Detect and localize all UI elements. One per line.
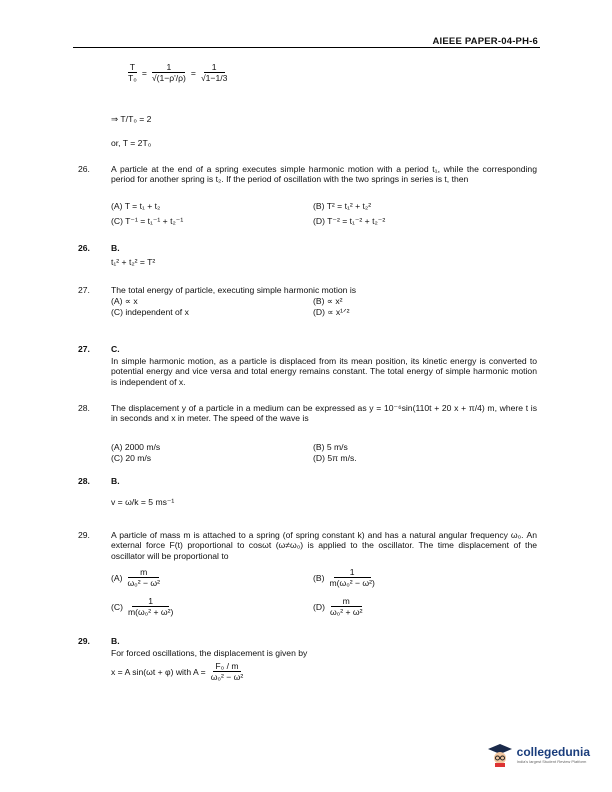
option-a: (A) ∝ x [111, 296, 138, 306]
question-text: A particle of mass m is attached to a spring (of spring constant k) and has a natural angular frequency ω₀. An external force F(t) proportional to cosωt (ω≠ω₀) is applied to the oscillator. The time displacement of the oscillator will be proportional to [111, 530, 537, 561]
answer-key: B. [111, 243, 120, 253]
answer-key: C. [111, 344, 120, 354]
logo-name: collegedunia [516, 745, 590, 760]
derivation-result: or, T = 2T₀ [111, 138, 152, 148]
option-c: (C) $\frac{1}{\text{m(ω₀² + ω²)}}$ [111, 596, 174, 618]
answer-explanation: In simple harmonic motion, as a particle is displaced from its mean position, its kinetic energy is converted to potential energy and vice versa and total energy remains constant. The total energy of simple harmonic motion is independent of x. [111, 356, 537, 387]
option-d: (D) T⁻² = t₁⁻² + t₂⁻² [313, 216, 386, 226]
question-number: 26. [78, 164, 90, 174]
option-b: (B) T² = t₁² + t₂² [313, 201, 372, 211]
answer-equation: x = A sin(ωt + φ) with A = $\frac{\text{F₀ / m}}{\text{ω₀² − ω²}}$ [111, 661, 244, 683]
option-c: (C) T⁻¹ = t₁⁻¹ + t₂⁻¹ [111, 216, 184, 226]
ratio-equation: $\frac{T}{\text{T₀}}$ = $\frac{1}{√(1-\rho'/\rho)}$ = $\frac{1}{√1-1/3}$ [128, 62, 228, 84]
answer-key: B. [111, 636, 120, 646]
answer-equation: t₁² + t₂² = T² [111, 257, 156, 267]
answer-number: 26. [78, 243, 90, 253]
ratio-middle: $\frac{1}{√(1-\rho'/\rho)}$ [151, 62, 186, 84]
option-b: (B) $\frac{1}{\text{m(ω₀² − ω²)}}$ [313, 567, 375, 589]
ratio-lhs: $\frac{T}{\text{T₀}}$ [128, 62, 137, 84]
question-text: The total energy of particle, executing simple harmonic motion is [111, 285, 357, 295]
answer-number: 27. [78, 344, 90, 354]
page-header: AIEEE PAPER-04-PH-6 [432, 36, 538, 47]
question-number: 29. [78, 530, 90, 540]
answer-equation: v = ω/k = 5 ms⁻¹ [111, 497, 175, 507]
option-c: (C) 20 m/s [111, 453, 152, 463]
question-number: 28. [78, 403, 90, 413]
option-a: (A) 2000 m/s [111, 442, 161, 452]
answer-number: 29. [78, 636, 90, 646]
question-text: A particle at the end of a spring executes simple harmonic motion with a period t₁, while the corresponding period for another spring is t₂. If the period of oscillation with the two springs in series is t, then [111, 164, 537, 185]
question-number: 27. [78, 285, 90, 295]
header-rule [73, 47, 540, 48]
graduate-icon [487, 742, 513, 768]
derivation-step: ⇒ T/T₀ = 2 [111, 114, 152, 124]
option-d: (D) 5π m/s. [313, 453, 357, 463]
collegedunia-logo [487, 742, 590, 768]
answer-number: 28. [78, 476, 90, 486]
option-a: (A) T = t₁ + t₂ [111, 201, 161, 211]
ratio-right: $\frac{1}{√1-1/3}$ [200, 62, 228, 84]
option-b: (B) 5 m/s [313, 442, 348, 452]
question-text: The displacement y of a particle in a medium can be expressed as y = 10⁻⁶sin(110t + 20 x + π/4) m, where t is in seconds and x in meter. The speed of the wave is [111, 403, 537, 424]
logo-tagline: India's largest Student Review Platform [516, 758, 587, 764]
answer-key: B. [111, 476, 120, 486]
option-b: (B) ∝ x² [313, 296, 343, 306]
answer-explanation: For forced oscillations, the displacement is given by [111, 648, 308, 658]
option-d: (D) ∝ x¹ᐟ² [313, 307, 350, 317]
option-a: (A) $\frac{m}{\text{ω₀² − ω²}}$ [111, 567, 160, 589]
option-c: (C) independent of x [111, 307, 189, 317]
option-d: (D) $\frac{m}{\text{ω₀² + ω²}}$ [313, 596, 363, 618]
